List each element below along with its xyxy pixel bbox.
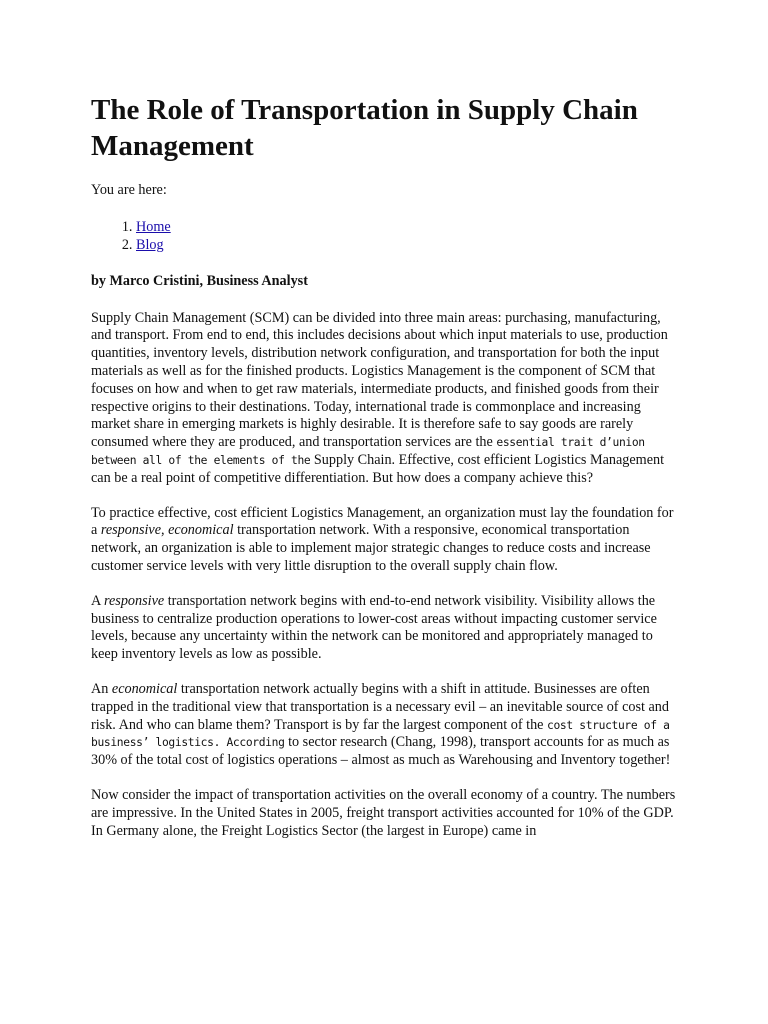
breadcrumb — [91, 218, 681, 254]
emphasis-economical: economical — [111, 680, 178, 697]
breadcrumb-item-blog — [136, 236, 681, 254]
paragraph-economical-text-b: transportation network actually begins with a shift in attitude. Businesses are often trapped in the traditional view that transportation is a necessary evil – an inevitable source of cost and risk. And who can blame them? Transport is by far the largest component of the — [91, 680, 669, 733]
paragraph-responsive-text-a: A — [91, 592, 105, 609]
emphasis-responsive: responsive — [100, 522, 162, 539]
paragraph-economical-text-a: An — [91, 680, 112, 697]
page-title: The Role of Transportation in Supply Chain Management — [91, 94, 638, 162]
breadcrumb-item-home — [136, 218, 681, 236]
paragraph-foundation-separator: , — [161, 522, 169, 539]
paragraph-intro-text-b: Supply Chain. Effective, cost efficient Logistics Management can be a real point of competitive differentiation. But how does a company achieve this? — [91, 451, 665, 486]
emphasis-economical: economical — [168, 522, 234, 539]
breadcrumb-intro: You are here: — [91, 182, 167, 198]
paragraph-intro — [91, 310, 681, 488]
article — [91, 92, 681, 857]
paragraph-foundation-text-b: transportation network. With a responsive, economical transportation network, an organization is able to implement major strategic changes to reduce costs and increase customer service levels with very little disruption to the overall supply chain flow. — [91, 522, 651, 574]
breadcrumb-home-link[interactable]: Home — [136, 218, 171, 235]
paragraph-economy-impact: Now consider the impact of transportation activities on the overall economy of a country. The numbers are impressive. In the United States in 2005, freight transport activities accounted for 10% of the GDP. In Germany alone, the Freight Logistics Sector (the largest in Europe) came in — [91, 786, 676, 839]
paragraph-economical-mono-run: cost structure of a business’ logistics. According — [91, 718, 670, 750]
paragraph-responsive-text-b: transportation network begins with end-to-end network visibility. Visibility allows the business to centralize production operations to lower-cost areas without impacting customer service levels, because any uncertainty within the network can be monitored and appropriately managed to keep inventory levels as low as possible. — [91, 592, 657, 663]
emphasis-responsive: responsive — [104, 592, 165, 609]
breadcrumb-blog-link[interactable]: Blog — [136, 236, 164, 253]
paragraph-economical — [91, 681, 681, 770]
paragraph-foundation-text-a: To practice effective, cost efficient Logistics Management, an organization must lay the foundation for a — [91, 504, 674, 539]
paragraph-foundation — [91, 505, 681, 576]
paragraph-intro-text-a: Supply Chain Management (SCM) can be divided into three main areas: purchasing, manufacturing, and transport. From end to end, this includes decisions about which input materials to use, production quantities, inventory levels, distribution network configuration, and transportation for both the input materials as well as for the finished products. Logistics Management is the component of SCM that focuses on how and when to get raw materials, intermediate products, and finished goods from their respective origins to their destinations. Today, international trade is commonplace and increasing market share in emerging markets is highly desirable. It is therefore safe to say goods are rarely consumed where they are produced, and transportation services are the — [91, 309, 668, 451]
byline: by Marco Cristini, Business Analyst — [91, 272, 308, 289]
paragraph-intro-mono-run: essential trait d’union between all of the elements of the — [91, 436, 645, 467]
paragraph-responsive — [91, 593, 681, 664]
paragraph-economical-text-c: to sector research (Chang, 1998), transport accounts for as much as 30% of the total cost of logistics operations – almost as much as Warehousing and Inventory together! — [91, 734, 671, 769]
